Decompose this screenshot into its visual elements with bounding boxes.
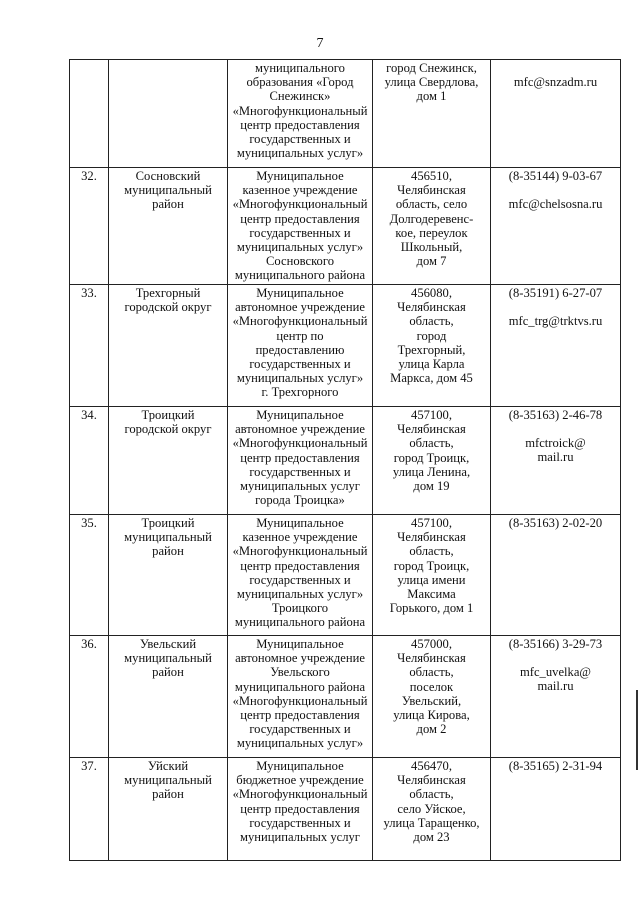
table-row	[70, 168, 621, 285]
registry-table-body	[70, 60, 621, 861]
institution-line: Муниципальное	[256, 169, 344, 183]
table-row	[70, 285, 621, 407]
institution-line: муниципального района	[234, 679, 366, 694]
address-line: улица Ленина,	[392, 464, 471, 479]
district-line: Трехгорный	[135, 286, 201, 300]
address-line: 457100,	[411, 516, 452, 530]
institution-line: государственных и	[249, 132, 351, 147]
institution-line: муниципальных услуг»	[236, 587, 364, 602]
phone-number: (8-35163) 2-02-20	[508, 516, 603, 530]
institution-cell	[228, 407, 373, 515]
institution-line: города Троицка»	[255, 493, 345, 508]
institution-line: государственных и	[249, 357, 351, 372]
institution-line: Муниципальное	[256, 759, 344, 773]
phone-number: (8-35163) 2-46-78	[508, 408, 603, 422]
district-line: городской округ	[124, 422, 212, 437]
row-number-cell: 32.	[70, 168, 109, 285]
district-line: муниципальный	[124, 651, 212, 666]
phone-number: (8-35144) 9-03-67	[508, 169, 603, 183]
address-line: область, село	[395, 197, 468, 212]
page-number: 7	[316, 36, 324, 51]
row-number-cell: 34.	[70, 407, 109, 515]
address-line: Трехгорный,	[397, 342, 466, 357]
district-cell	[109, 636, 228, 758]
institution-line: муниципального	[255, 61, 345, 75]
address-line: дом 1	[416, 89, 447, 104]
institution-line: муниципального района	[234, 268, 366, 283]
address-line: Маркса, дом 45	[390, 371, 473, 386]
district-line: район	[152, 665, 184, 680]
district-cell	[109, 758, 228, 861]
address-line: улица Карла	[398, 357, 465, 372]
institution-line: Муниципальное	[256, 516, 344, 530]
institution-cell	[228, 636, 373, 758]
phone-number: (8-35191) 6-27-07	[508, 286, 603, 300]
institution-line: «Многофункциональный	[232, 436, 368, 451]
institution-line: казенное учреждение	[242, 530, 358, 545]
institution-line: Увельского	[270, 665, 330, 680]
address-line: улица Свердлова,	[384, 75, 479, 90]
contacts-cell	[491, 60, 621, 168]
institution-line: центр предоставления	[240, 211, 360, 226]
address-cell	[373, 60, 491, 168]
email-address	[493, 75, 618, 89]
institution-cell	[228, 60, 373, 168]
address-line: Школьный,	[400, 240, 463, 255]
district-cell	[109, 285, 228, 407]
address-line: кое, переулок	[395, 225, 468, 240]
institution-line: центр предоставления	[240, 708, 360, 723]
address-line: город	[416, 328, 447, 343]
institution-line: центр предоставления	[240, 450, 360, 465]
table-row	[70, 60, 621, 168]
institution-cell	[228, 285, 373, 407]
address-cell	[373, 636, 491, 758]
address-cell	[373, 407, 491, 515]
address-line: Челябинская	[397, 773, 466, 788]
institution-line: автономное учреждение	[235, 422, 365, 437]
institution-line: Муниципальное	[256, 408, 344, 422]
address-line: Челябинская	[397, 651, 466, 666]
contacts-cell	[491, 515, 621, 636]
row-number-cell	[70, 60, 109, 168]
district-line: Сосновский	[135, 169, 201, 183]
address-line: Челябинская	[397, 422, 466, 437]
district-line: Троицкий	[141, 516, 195, 530]
district-line: муниципальный	[124, 773, 212, 788]
district-line: Уйский	[147, 759, 189, 773]
address-line: Челябинская	[397, 530, 466, 545]
address-line: Челябинская	[397, 300, 466, 315]
address-line: область,	[409, 787, 454, 802]
institution-line: «Многофункциональный	[232, 197, 368, 212]
row-number-cell: 35.	[70, 515, 109, 636]
district-line: муниципальный	[124, 183, 212, 198]
institution-line: центр предоставления	[240, 117, 360, 132]
email-address	[493, 314, 618, 328]
institution-line: Муниципальное	[256, 637, 344, 651]
institution-line: г. Трехгорного	[261, 385, 339, 400]
address-line: город Троицк,	[393, 450, 470, 465]
phone-number: (8-35166) 3-29-73	[508, 637, 603, 651]
district-line: район	[152, 544, 184, 559]
address-line: Увельский,	[401, 693, 462, 708]
district-line: район	[152, 787, 184, 802]
district-line: городской округ	[124, 300, 212, 315]
district-cell	[109, 60, 228, 168]
email-line: mfc_uvelka@	[519, 665, 592, 680]
address-line: Максима	[407, 587, 456, 602]
institution-line: Сосновского	[265, 254, 335, 269]
address-line: улица Кирова,	[393, 708, 470, 723]
table-row	[70, 758, 621, 861]
email-line: mfctroick@	[525, 436, 586, 451]
institution-line: муниципальных услуг	[240, 479, 360, 494]
contacts-cell	[491, 758, 621, 861]
email-address	[493, 197, 618, 211]
address-line: дом 19	[413, 479, 450, 494]
institution-line: «Многофункциональный	[232, 103, 368, 118]
email-address	[493, 665, 618, 693]
contacts-cell	[491, 168, 621, 285]
institution-cell	[228, 168, 373, 285]
institution-line: «Многофункциональный	[232, 544, 368, 559]
institution-line: государственных и	[249, 815, 351, 830]
institution-line: образования «Город	[246, 75, 354, 90]
institution-line: муниципальных услуг	[240, 830, 360, 845]
table-row	[70, 636, 621, 758]
address-cell	[373, 758, 491, 861]
address-line: улица Таращенко,	[383, 815, 480, 830]
institution-line: государственных и	[249, 464, 351, 479]
email-line: mfc_trg@trktvs.ru	[508, 314, 603, 329]
institution-line: муниципальных услуг»	[236, 736, 364, 751]
email-line: mail.ru	[537, 679, 574, 694]
institution-line: бюджетное учреждение	[236, 773, 364, 788]
address-line: город Снежинск,	[386, 61, 477, 75]
institution-line: муниципального района	[234, 615, 366, 630]
address-line: Горького, дом 1	[389, 601, 474, 616]
institution-line: муниципальных услуг»	[236, 240, 364, 255]
address-line: село Уйское,	[397, 801, 466, 816]
institution-line: предоставлению	[255, 342, 345, 357]
institution-line: казенное учреждение	[242, 183, 358, 198]
institution-line: государственных и	[249, 722, 351, 737]
institution-line: центр предоставления	[240, 801, 360, 816]
address-line: Долгодеревенс-	[389, 211, 474, 226]
address-line: область,	[409, 544, 454, 559]
district-line: район	[152, 197, 184, 212]
address-line: 456470,	[411, 759, 452, 773]
contacts-cell	[491, 285, 621, 407]
address-line: дом 23	[413, 830, 450, 845]
address-line: 457000,	[411, 637, 452, 651]
table-row	[70, 515, 621, 636]
institution-line: автономное учреждение	[235, 651, 365, 666]
contacts-cell	[491, 636, 621, 758]
row-number-cell: 36.	[70, 636, 109, 758]
email-line: mfc@chelsosna.ru	[508, 197, 603, 212]
institution-line: Снежинск»	[269, 89, 331, 104]
district-cell	[109, 407, 228, 515]
institution-line: автономное учреждение	[235, 300, 365, 315]
row-number-cell: 37.	[70, 758, 109, 861]
district-line: Троицкий	[141, 408, 195, 422]
address-line: дом 7	[416, 254, 447, 269]
address-line: город Троицк,	[393, 558, 470, 573]
address-line: дом 2	[416, 722, 447, 737]
row-number-cell: 33.	[70, 285, 109, 407]
district-cell	[109, 515, 228, 636]
phone-number: (8-35165) 2-31-94	[508, 759, 603, 773]
contacts-cell	[491, 407, 621, 515]
institution-line: муниципальных услуг»	[236, 146, 364, 161]
institution-line: «Многофункциональный	[232, 693, 368, 708]
email-address	[493, 436, 618, 464]
email-line: mail.ru	[537, 450, 574, 465]
email-line: mfc@snzadm.ru	[513, 75, 598, 89]
scan-edge-mark	[636, 690, 638, 770]
institution-line: центр предоставления	[240, 558, 360, 573]
institution-line: муниципальных услуг»	[236, 371, 364, 386]
institution-cell	[228, 515, 373, 636]
address-line: 457100,	[411, 408, 452, 422]
mfc-registry-table	[69, 59, 621, 861]
address-line: область,	[409, 665, 454, 680]
institution-line: центр по	[276, 328, 324, 343]
address-line: 456510,	[411, 169, 452, 183]
institution-line: «Многофункциональный	[232, 787, 368, 802]
institution-line: государственных и	[249, 572, 351, 587]
address-line: Челябинская	[397, 183, 466, 198]
institution-cell	[228, 758, 373, 861]
institution-line: Троицкого	[271, 601, 329, 616]
institution-line: Муниципальное	[256, 286, 344, 300]
address-cell	[373, 515, 491, 636]
institution-line: «Многофункциональный	[232, 314, 368, 329]
district-line: Увельский	[139, 637, 197, 651]
district-cell	[109, 168, 228, 285]
address-line: 456080,	[411, 286, 452, 300]
address-line: область,	[409, 436, 454, 451]
address-line: поселок	[409, 679, 454, 694]
institution-line: государственных и	[249, 225, 351, 240]
address-line: область,	[409, 314, 454, 329]
address-cell	[373, 168, 491, 285]
table-row	[70, 407, 621, 515]
address-cell	[373, 285, 491, 407]
district-line: муниципальный	[124, 530, 212, 545]
address-line: улица имени	[397, 572, 466, 587]
